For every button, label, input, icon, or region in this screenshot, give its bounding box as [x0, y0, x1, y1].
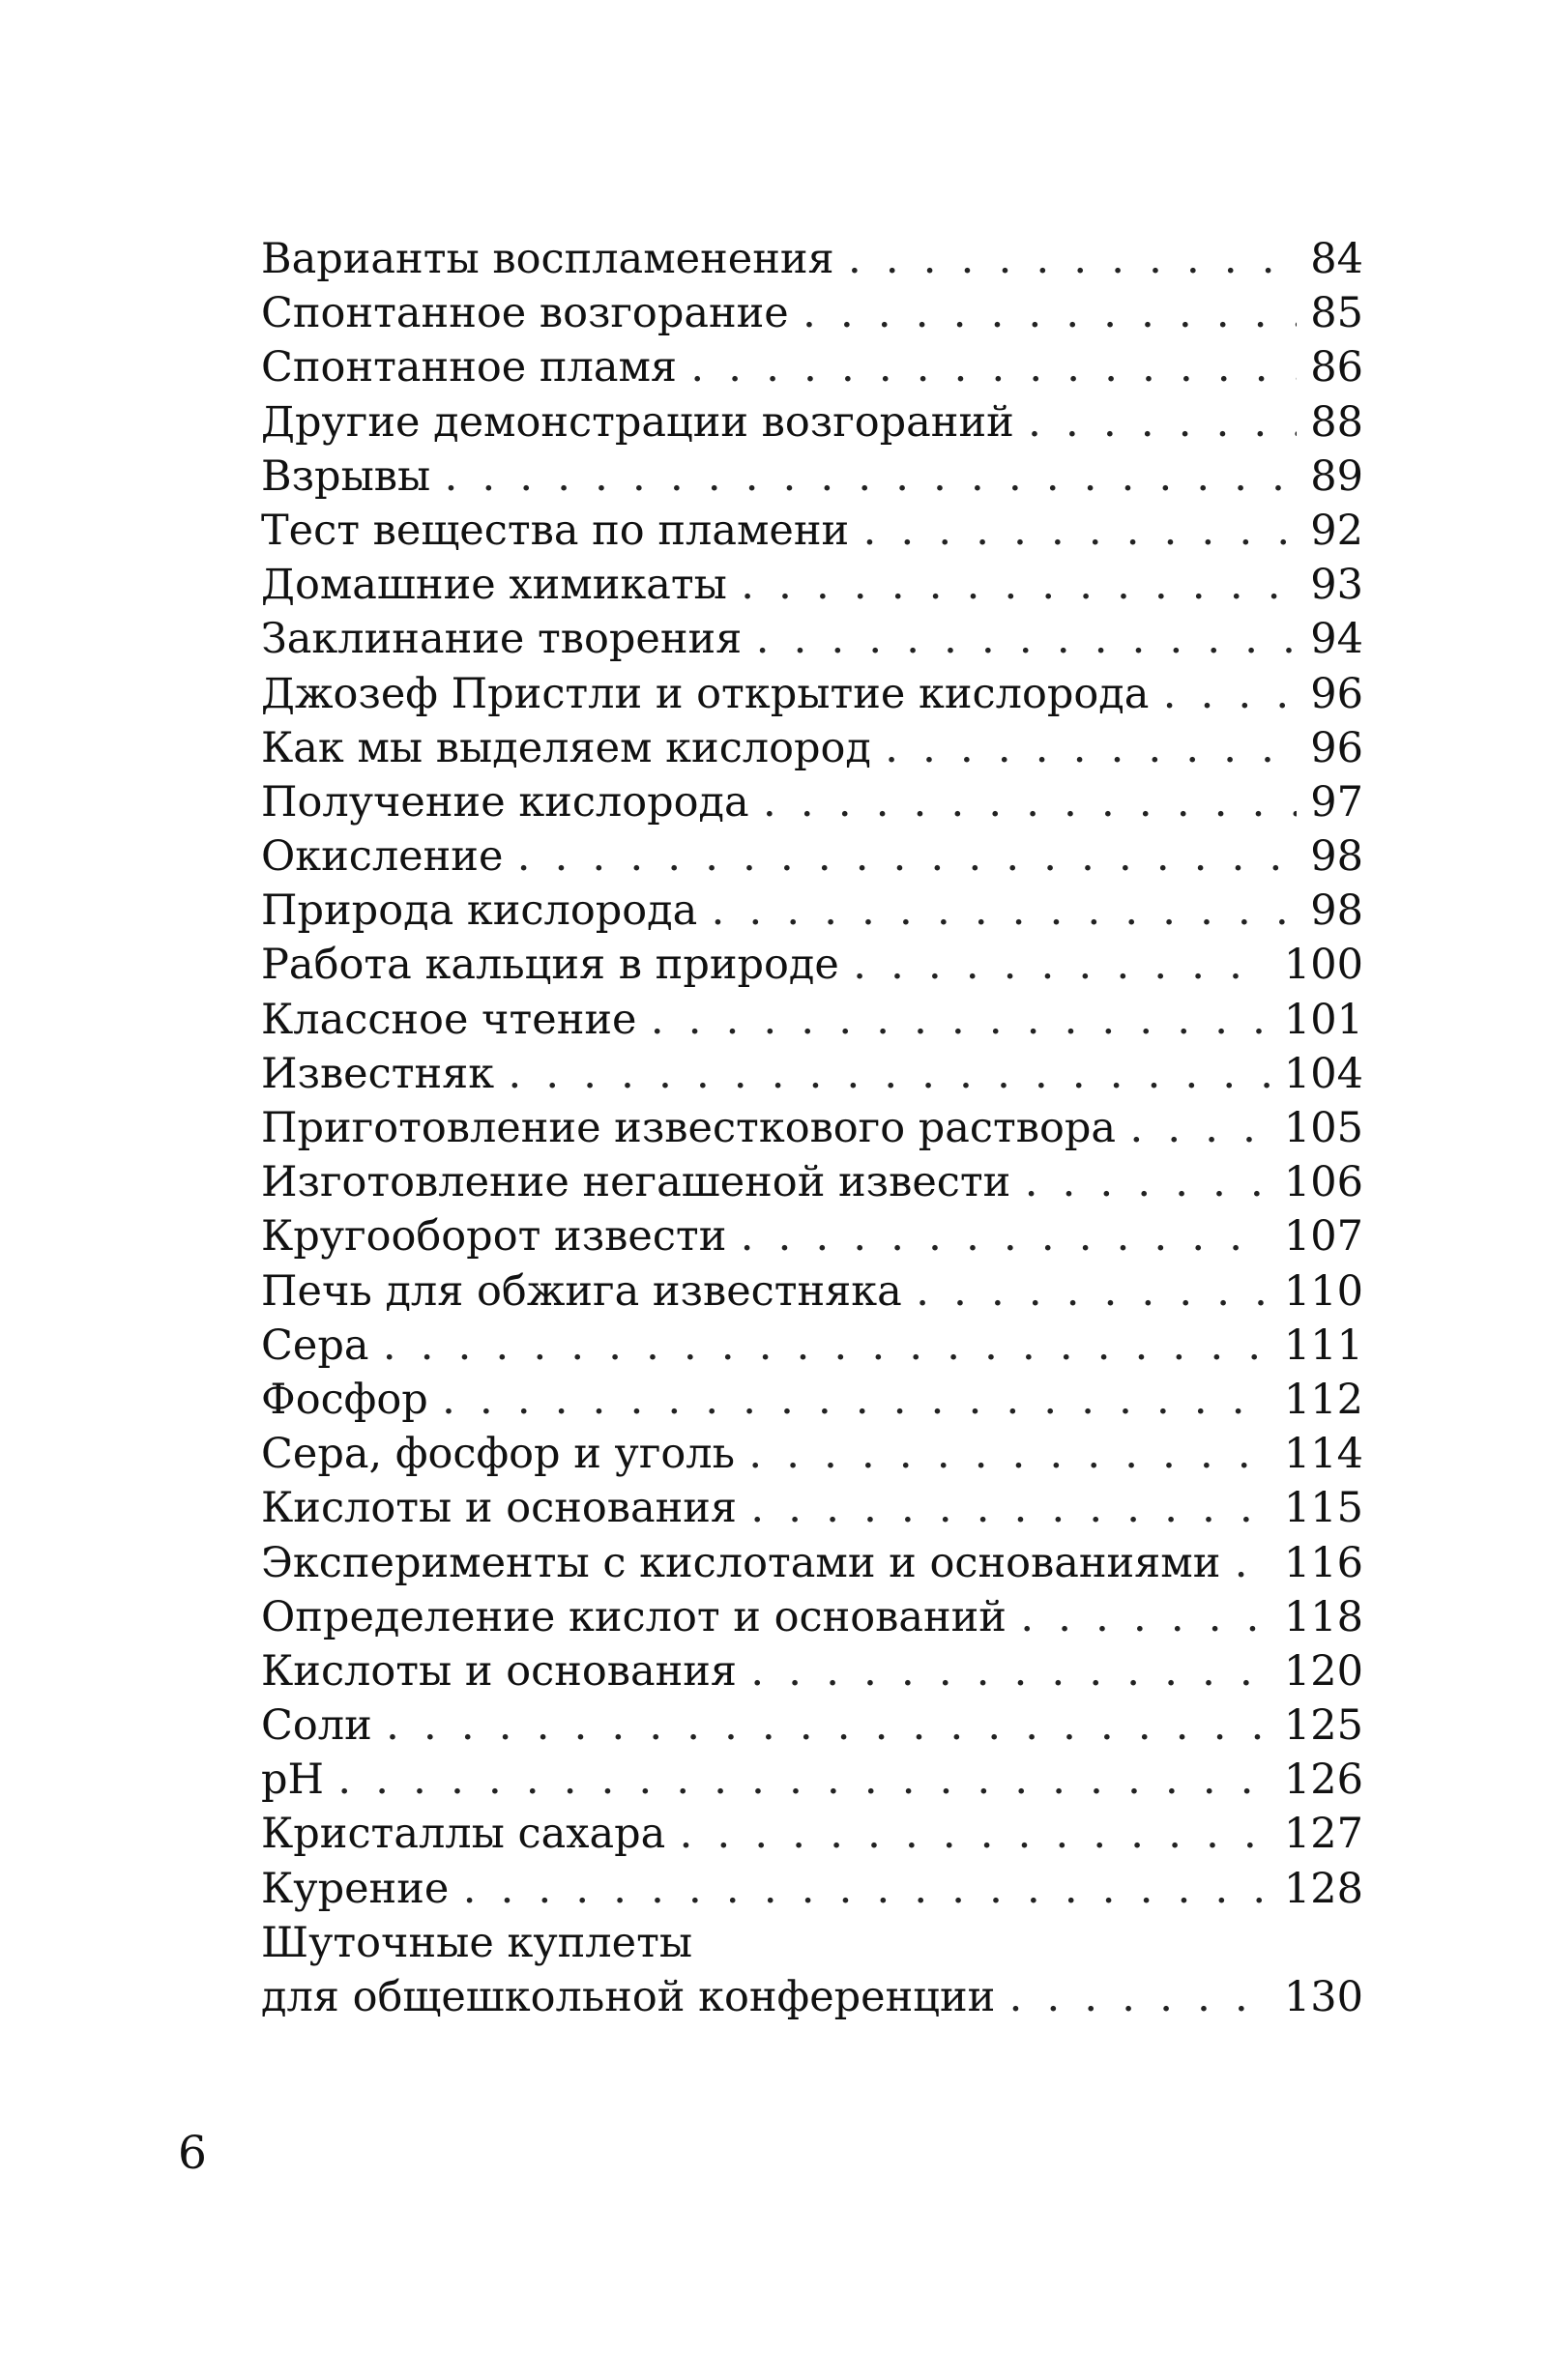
toc-entry-title: Домашние химикаты	[261, 561, 727, 610]
toc-entry-title: Спонтанное возгорание	[261, 289, 789, 338]
toc-entry-page: 101	[1283, 995, 1363, 1044]
toc-entry-page: 110	[1283, 1266, 1363, 1316]
toc-entry-title: Как мы выделяем кислород	[261, 723, 871, 772]
toc-entry	[261, 1319, 1363, 1373]
toc-entry	[261, 450, 1363, 504]
dot-leader	[1030, 400, 1297, 450]
dot-leader	[918, 1269, 1270, 1319]
toc-entry-title: Сера	[261, 1321, 369, 1370]
toc-entry	[261, 612, 1363, 666]
toc-entry	[261, 1481, 1363, 1535]
toc-entry-title: Сера, фосфор и уголь	[261, 1430, 735, 1479]
toc-entry-page: 130	[1283, 1973, 1363, 2021]
toc-entry	[261, 938, 1363, 992]
dot-leader	[444, 1378, 1270, 1427]
toc-entry-page: 94	[1310, 615, 1363, 664]
toc-entry	[261, 1373, 1363, 1427]
toc-entry-page: 125	[1283, 1701, 1363, 1751]
toc-entry	[261, 1644, 1363, 1698]
toc-entry	[261, 1698, 1363, 1753]
toc-entry-title: Известняк	[261, 1049, 495, 1098]
toc-entry	[261, 721, 1363, 775]
toc-entry-title-line1: Шуточные куплеты	[261, 1918, 693, 1967]
toc-entry-title: Джозеф Пристли и открытие кислорода	[261, 669, 1150, 718]
toc-entry	[261, 395, 1363, 450]
toc-entry	[261, 1970, 1363, 2024]
toc-entry-title: Кислоты и основания	[261, 1646, 738, 1696]
dot-leader	[1010, 1975, 1270, 2024]
toc-entry-title: Печь для обжига известняка	[261, 1266, 902, 1316]
toc-entry-page: 114	[1283, 1430, 1363, 1479]
toc-entry-page: 104	[1283, 1049, 1363, 1098]
toc-entry-title: pH	[261, 1756, 325, 1805]
toc-entry-page: 98	[1310, 832, 1363, 882]
toc-entry	[261, 1590, 1363, 1644]
toc-entry	[261, 1264, 1363, 1319]
toc-entry-page: 88	[1310, 397, 1363, 447]
dot-leader	[1131, 1106, 1270, 1155]
dot-leader	[750, 1432, 1270, 1481]
toc-entry	[261, 1753, 1363, 1807]
dot-leader	[692, 345, 1297, 394]
toc-entry-page: 85	[1310, 289, 1363, 338]
dot-leader	[743, 563, 1297, 612]
toc-entry-title: Природа кислорода	[261, 886, 698, 936]
toc-entry	[261, 1101, 1363, 1155]
toc-entry	[261, 1155, 1363, 1209]
toc-entry-page: 107	[1283, 1212, 1363, 1262]
toc-entry-title: Кристаллы сахара	[261, 1810, 666, 1859]
dot-leader	[713, 888, 1297, 938]
dot-leader	[864, 508, 1297, 558]
toc-entry-page: 112	[1283, 1375, 1363, 1424]
toc-entry	[261, 286, 1363, 340]
toc-entry	[261, 667, 1363, 721]
dot-leader	[653, 998, 1270, 1047]
toc-entry	[261, 504, 1363, 558]
toc-entry-title: Окисление	[261, 832, 504, 882]
toc-entry-title: Соли	[261, 1701, 372, 1751]
toc-entry-page: 84	[1310, 235, 1363, 283]
toc-entry	[261, 1807, 1363, 1861]
dot-leader	[1164, 672, 1297, 721]
toc-entry	[261, 1536, 1363, 1590]
toc-entry-page: 118	[1283, 1592, 1363, 1641]
dot-leader	[887, 726, 1297, 775]
toc-entry-page: 116	[1283, 1538, 1363, 1587]
dot-leader	[1236, 1541, 1270, 1590]
dot-leader	[518, 834, 1297, 884]
toc-entry-title: Взрывы	[261, 451, 431, 501]
dot-leader	[681, 1812, 1270, 1861]
toc-entry-page: 96	[1310, 723, 1363, 772]
dot-leader	[757, 617, 1297, 666]
toc-entry	[261, 1427, 1363, 1481]
toc-entry-page: 126	[1283, 1756, 1363, 1805]
toc-entry-title: Определение кислот и оснований	[261, 1592, 1007, 1641]
toc-entry-page: 98	[1310, 886, 1363, 936]
toc-entry	[261, 558, 1363, 612]
dot-leader	[752, 1486, 1270, 1535]
dot-leader	[464, 1867, 1270, 1916]
toc-entry-title: Изготовление негашеной извести	[261, 1158, 1011, 1207]
toc-entry-title: Получение кислорода	[261, 777, 749, 827]
toc-entry-page: 105	[1283, 1104, 1363, 1152]
toc-entry-page: 93	[1310, 561, 1363, 610]
dot-leader	[804, 291, 1298, 340]
dot-leader	[742, 1214, 1270, 1263]
dot-leader	[850, 237, 1298, 286]
toc-entry-title-line2: для общешкольной конференции	[261, 1973, 996, 2021]
toc-entry-title: Фосфор	[261, 1375, 428, 1424]
dot-leader	[765, 780, 1298, 829]
toc-entry	[261, 884, 1363, 938]
table-of-contents	[261, 232, 1363, 2024]
toc-entry-page: 86	[1310, 343, 1363, 392]
toc-entry-title: Тест вещества по пламени	[261, 506, 850, 555]
dot-leader	[339, 1757, 1270, 1807]
toc-entry-page: 111	[1283, 1321, 1363, 1370]
page-number: 6	[178, 2127, 207, 2180]
toc-entry-title: Кругооборот извести	[261, 1212, 727, 1262]
toc-entry-title: Эксперименты с кислотами и основаниями	[261, 1538, 1221, 1587]
toc-entry-title: Спонтанное пламя	[261, 343, 678, 392]
dot-leader	[1026, 1160, 1270, 1209]
dot-leader	[385, 1323, 1270, 1373]
toc-entry	[261, 340, 1363, 394]
toc-entry-title: Кислоты и основания	[261, 1484, 738, 1533]
toc-entry-title: Классное чтение	[261, 995, 637, 1044]
toc-entry-page: 89	[1310, 451, 1363, 501]
toc-entry-page: 128	[1283, 1864, 1363, 1913]
toc-entry-title: Другие демонстрации возгораний	[261, 397, 1014, 447]
dot-leader	[855, 943, 1270, 992]
dot-leader	[446, 454, 1297, 504]
toc-entry-title: Работа кальция в природе	[261, 941, 839, 990]
dot-leader	[752, 1649, 1270, 1698]
toc-entry	[261, 829, 1363, 884]
toc-entry	[261, 775, 1363, 829]
toc-entry-page: 127	[1283, 1810, 1363, 1859]
toc-entry	[261, 993, 1363, 1047]
toc-entry-title: Приготовление известкового раствора	[261, 1104, 1117, 1152]
toc-entry-title: Варианты воспламенения	[261, 235, 834, 283]
toc-entry	[261, 1047, 1363, 1101]
toc-entry-page: 106	[1283, 1158, 1363, 1207]
toc-entry-page: 96	[1310, 669, 1363, 718]
toc-entry-title: Курение	[261, 1864, 450, 1913]
toc-entry-title: Заклинание творения	[261, 615, 743, 664]
toc-entry	[261, 1862, 1363, 1916]
toc-entry	[261, 232, 1363, 286]
toc-entry-page: 100	[1283, 941, 1363, 990]
toc-entry-page: 115	[1283, 1484, 1363, 1533]
dot-leader	[388, 1703, 1270, 1753]
dot-leader	[510, 1052, 1270, 1101]
dot-leader	[1022, 1595, 1270, 1644]
toc-entry-page: 120	[1283, 1646, 1363, 1696]
toc-entry-page: 97	[1310, 777, 1363, 827]
toc-entry-page: 92	[1310, 506, 1363, 555]
toc-entry	[261, 1209, 1363, 1263]
